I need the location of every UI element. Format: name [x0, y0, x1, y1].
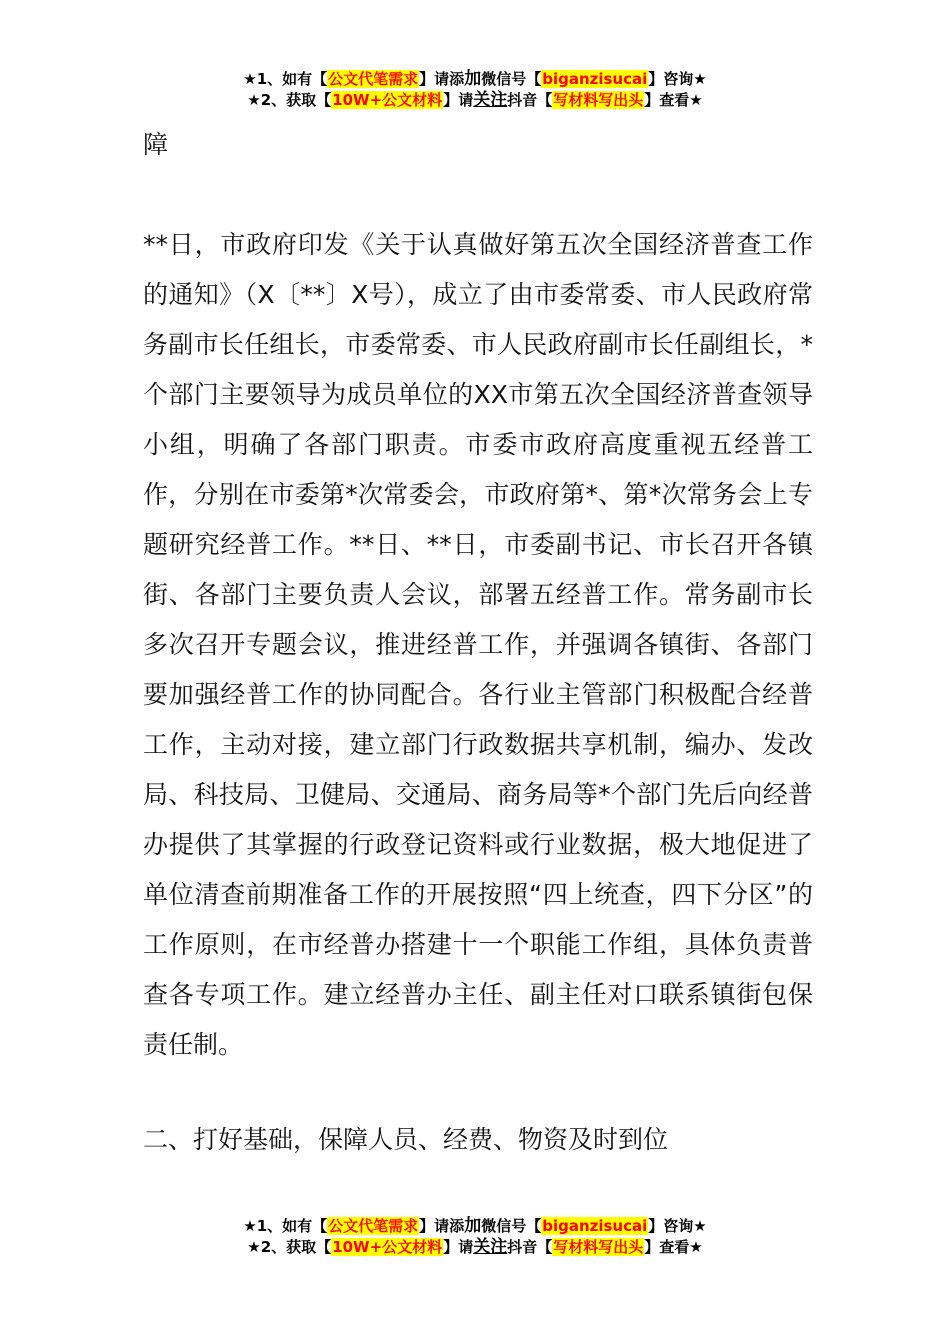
text-fragment: 障: [143, 130, 169, 159]
banner-text: 加: [464, 69, 482, 89]
banner-text: 抖音【: [507, 1238, 553, 1256]
banner-highlight-wechat-id: biganzisucai: [542, 1217, 648, 1235]
banner-text: 抖音【: [507, 91, 553, 109]
footer-banner: [0, 1216, 950, 1258]
banner-text: 】查看★: [644, 91, 703, 109]
banner-text: 】咨询★: [648, 70, 707, 88]
banner-text: 关注: [473, 90, 508, 110]
banner-text: 加: [464, 1216, 482, 1236]
banner-text: ★2、获取【: [247, 1238, 332, 1256]
banner-text: 】查看★: [644, 1238, 703, 1256]
banner-text: 】请: [443, 91, 474, 109]
banner-line-1: [0, 69, 950, 90]
banner-text: ★1、如有【: [243, 70, 328, 88]
banner-highlight-materials: 10W+公文材料: [332, 91, 443, 109]
banner-highlight-materials: 10W+公文材料: [332, 1238, 443, 1256]
body-paragraph: **日，市政府印发《关于认真做好第五次全国经济普查工作的通知》（X〔**〕X号），成立了由市委常委、市人民政府常务副市长任组长，市委常委、市人民政府副市长任副组长，*个部门主要领导为成员单位的XX市第五次全国经济普查领导小组，明确了各部门职责。市委市政府高度重视五经普工作，分别在市委第*次常委会，市政府第*、第*次常务会上专题研究经普工作。**日、**日，市委副书记、市长召开各镇街、各部门主要负责人会议，部署五经普工作。常务副市长多次召开专题会议，推进经普工作，并强调各镇街、各部门要加强经普工作的协同配合。各行业主管部门积极配合经普工作，主动对接，建立部门行政数据共享机制，编办、发改局、科技局、卫健局、交通局、商务局等*个部门先后向经普办提供了其掌握的行政登记资料或行业数据，极大地促进了单位清查前期准备工作的开展按照“四上统查，四下分区”的工作原则，在市经普办搭建十一个职能工作组，具体负责普查各专项工作。建立经普办主任、副主任对口联系镇街包保责任制。: [143, 230, 813, 1059]
banner-text: 】咨询★: [648, 1217, 707, 1235]
banner-line-2: [0, 1237, 950, 1258]
banner-highlight-service: 公文代笔需求: [328, 1217, 419, 1235]
banner-text: 微信号【: [481, 70, 542, 88]
banner-text: 微信号【: [481, 1217, 542, 1235]
banner-line-2: [0, 90, 950, 111]
banner-highlight-douyin-id: 写材料写出头: [553, 1238, 644, 1256]
section-heading: 二、打好基础，保障人员、经费、物资及时到位: [143, 1125, 669, 1154]
banner-highlight-service: 公文代笔需求: [328, 70, 419, 88]
banner-highlight-wechat-id: biganzisucai: [542, 70, 648, 88]
banner-text: 】请添: [419, 70, 465, 88]
banner-text: 】请: [443, 1238, 474, 1256]
banner-text: ★2、获取【: [247, 91, 332, 109]
banner-text: 关注: [473, 1237, 508, 1257]
header-banner: [0, 69, 950, 111]
banner-text: ★1、如有【: [243, 1217, 328, 1235]
banner-text: 】请添: [419, 1217, 465, 1235]
banner-highlight-douyin-id: 写材料写出头: [553, 91, 644, 109]
banner-line-1: [0, 1216, 950, 1237]
